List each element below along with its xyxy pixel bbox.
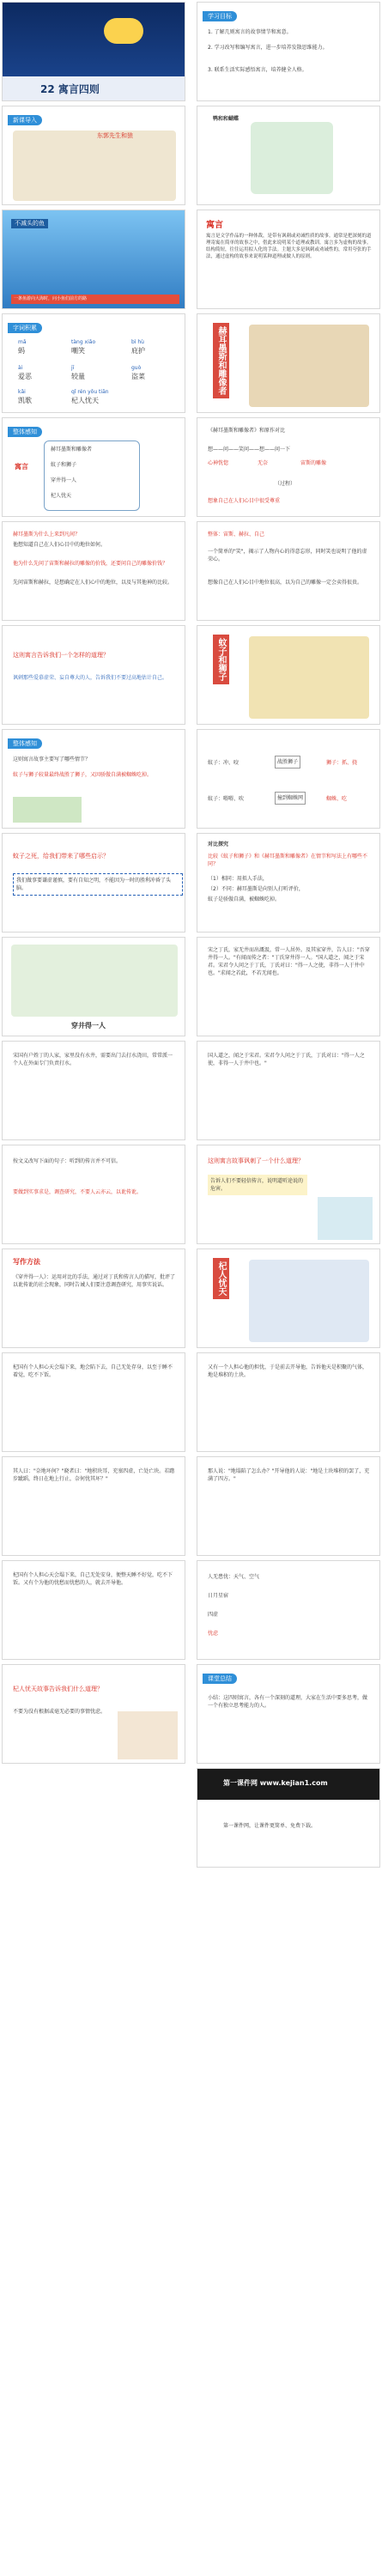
slide-32-diagram[interactable] bbox=[197, 1560, 380, 1660]
overview-item-1: 赫耳墨斯和雕像者 bbox=[51, 447, 93, 453]
diagram-line-2: 日月星宿 bbox=[208, 1593, 229, 1599]
definition-title: 寓言 bbox=[206, 221, 223, 230]
slide-8-section-title[interactable] bbox=[197, 313, 380, 413]
slide-25-writing[interactable] bbox=[2, 1249, 185, 1348]
exercise-answer: 要做到实事求是，调查研究，不要人云亦云，以讹传讹。 bbox=[13, 1189, 142, 1195]
comparison-line-5: （过程） bbox=[275, 481, 296, 487]
pinyin-7: kǎi bbox=[18, 389, 26, 395]
diagram-line-1: 人无患忧：天气、空气 bbox=[208, 1574, 260, 1580]
moral-question: 这则寓言故事讽刺了一个什么道理？ bbox=[208, 1157, 304, 1164]
plot-line-6: 蜘蛛、吃 bbox=[326, 796, 348, 802]
comparison-title: 《赫耳墨斯和雕像者》和原作对比 bbox=[208, 428, 286, 434]
goal-1: 1. 了解几则寓言的故事情节和寓意。 bbox=[208, 29, 292, 35]
slide-28-text[interactable] bbox=[197, 1352, 380, 1452]
slide-1-title[interactable] bbox=[2, 2, 185, 101]
pinyin-4: ài bbox=[18, 365, 23, 371]
ant-illustration bbox=[251, 122, 333, 194]
plot-line-4: 蚊子：嘚嘚、吹 bbox=[208, 796, 245, 802]
overview-item-4: 杞人忧天 bbox=[51, 493, 72, 499]
section-title-vertical: 杞人忧天 bbox=[213, 1258, 229, 1299]
lion-illustration bbox=[249, 636, 369, 719]
lesson-title: 22 寓言四则 bbox=[40, 83, 100, 95]
analysis-title: 整体：宙斯、赫拉、自己 bbox=[208, 532, 265, 538]
word-8: 杞人忧天 bbox=[71, 397, 99, 404]
pinyin-3: bì hù bbox=[131, 339, 144, 345]
caption: 鸭和和蝴蝶 bbox=[213, 116, 240, 122]
summary-text: 小结：这四则寓言，各有一个深刻的道理，大家在生活中要多思考，做一个有独立思考能力的人。 bbox=[208, 1695, 368, 1709]
dongguo-wolf-illustration bbox=[13, 131, 176, 201]
scene-image bbox=[118, 1711, 178, 1759]
section-title-vertical: 蚊子和狮子 bbox=[213, 635, 229, 684]
word-7: 凯歌 bbox=[18, 397, 32, 404]
slide-26-section-title[interactable] bbox=[197, 1249, 380, 1348]
analysis-answer: 想像自己在人们心目中地位很高，以为自己的雕像一定会卖得很贵。 bbox=[208, 580, 363, 586]
hermes-illustration bbox=[249, 325, 369, 407]
slide-30-text[interactable] bbox=[197, 1456, 380, 1556]
question-2: 他为什么先问了宙斯和赫拉的雕像的价钱，还要问自己的雕像价钱？ bbox=[13, 561, 168, 567]
contrast-text: 比较《蚊子和狮子》和《赫耳墨斯和雕像者》在情节和写法上有哪些不同？ bbox=[208, 854, 368, 867]
scene-image bbox=[13, 797, 82, 823]
analysis-question: 一个简单的"笑"，揭示了人物内心的得意忘形，同时笑也说明了他的虚荣心。 bbox=[208, 549, 367, 562]
slide-15-plot[interactable] bbox=[2, 729, 185, 829]
slide-text: 杞国有个人担心天会塌下来，自己无处安身，便整天睡不好觉，吃不下饭。又有个为他的忧愁而忧愁的人，就去开导他。 bbox=[13, 1572, 173, 1586]
word-1: 蚂 bbox=[18, 347, 25, 355]
word-6: 盗菜 bbox=[131, 373, 145, 380]
footer-slide[interactable] bbox=[197, 1768, 380, 1868]
slide-text: 又有一个人担心他的担忧，于是前去开导他，告诉他天是积聚的气体，地是堆积的土块。 bbox=[208, 1364, 368, 1378]
site-name[interactable]: 第一课件网 www.kejian1.com bbox=[223, 1779, 328, 1787]
caption: 东郭先生和狼 bbox=[97, 132, 133, 139]
lesson-question: 蚊子之死，给我们带来了哪些启示？ bbox=[13, 853, 109, 860]
translation-text: 宋国有户姓丁的人家，家里没有水井，需要出门去打水浇田，常常派一个人在外面专门负责打水。 bbox=[13, 1053, 173, 1066]
lesson-answer: 我们做事要谦虚谨慎，要有自知之明，不能因为一时的胜利冲昏了头脑。 bbox=[13, 873, 183, 896]
slide-2-goals[interactable] bbox=[197, 2, 380, 101]
contrast-point-1: （1）相同：用拟人手法， bbox=[208, 876, 268, 882]
overview-item-2: 蚊子和狮子 bbox=[51, 462, 77, 468]
pinyin-6: guò bbox=[131, 365, 142, 371]
slide-7-vocabulary[interactable] bbox=[2, 313, 185, 413]
slide-6-fable-definition[interactable] bbox=[197, 210, 380, 309]
section-tag: 字词积累 bbox=[8, 323, 42, 333]
slide-19-story-image[interactable] bbox=[2, 937, 185, 1036]
plot-answer: 蚊子与狮子较量最终战胜了狮子，又因骄傲自满被蜘蛛吃掉。 bbox=[13, 772, 153, 778]
moral-answer: 讽刺那些爱慕虚荣、妄自尊大的人，告诉我们不要过高地估计自己。 bbox=[13, 675, 168, 681]
slide-5-fish[interactable] bbox=[2, 210, 185, 309]
slide-3-intro[interactable] bbox=[2, 106, 185, 205]
qi-man-illustration bbox=[249, 1260, 369, 1342]
story-text: 国人道之，闻之于宋君。宋君令人问之于丁氏，丁氏对曰："得一人之使，非得一人于井中也。" bbox=[208, 1053, 365, 1066]
contrast-point-3: 蚊子是骄傲自满，被蜘蛛吃掉。 bbox=[208, 896, 281, 902]
slide-20-story-text[interactable] bbox=[197, 937, 380, 1036]
slide-27-text[interactable] bbox=[2, 1352, 185, 1452]
slide-11-questions[interactable] bbox=[2, 521, 185, 621]
slide-21-translation[interactable] bbox=[2, 1041, 185, 1140]
conclusion-question: 杞人忧天故事告诉我们什么道理？ bbox=[13, 1686, 103, 1692]
answer-1: 他想知道自己在人们心目中的地位如何。 bbox=[13, 542, 106, 548]
word-5: 较量 bbox=[71, 373, 85, 380]
word-2: 嘲笑 bbox=[71, 347, 85, 355]
slide-17-lesson[interactable] bbox=[2, 833, 185, 933]
definition-text: 寓言是文学作品的一种体裁，是带有讽刺或劝诫性质的故事。通常是把深刻的道理寄寓在简单的故事之中，借此来说明某个道理或教训。寓言多为虚构的故事。结构简短，往往运用拟人化的手法。主题大多是讽刺或劝诫性的，常用夸张的手法，通过虚构的故事来说明某种道理或做人的原则。 bbox=[206, 234, 372, 259]
plot-line-5: 撞到蜘蛛网 bbox=[275, 792, 306, 805]
footer-note: 第一课件网，让课件更简单、免费下载。 bbox=[223, 1823, 317, 1829]
slide-text: 那人说："地塌陷了怎么办？"开导他的人说："地是土块堆积的罢了，充满了四方。" bbox=[208, 1468, 370, 1482]
slide-16-plot-diagram[interactable] bbox=[197, 729, 380, 829]
plot-line-2: 战胜狮子 bbox=[275, 756, 300, 769]
slide-14-section-title[interactable] bbox=[197, 625, 380, 725]
comparison-line-4: 宙斯的雕像 bbox=[300, 460, 327, 466]
plot-question: 这则寓言故事主要写了哪些情节？ bbox=[13, 756, 91, 762]
fish-subcaption: 一条鱼游向大海时，问小鱼们前方的路 bbox=[11, 295, 179, 304]
section-title-vertical: 赫耳墨斯和雕像者 bbox=[213, 323, 229, 398]
slide-24-moral[interactable] bbox=[197, 1145, 380, 1244]
story-text: 宋之丁氏，家无井而出溉汲，常一人居外。及其家穿井，告人曰："吾穿井得一人。"有闻而传之者："丁氏穿井得一人。"国人道之，闻之于宋君。宋君令人问之于丁氏，丁氏对曰："得一人之使，非得一人于井中也。"求闻之若此，不若无闻也。 bbox=[208, 947, 370, 976]
fish-caption: 不减头的鱼 bbox=[11, 219, 48, 228]
slide-text: 其人曰："奈地坏何？"晓者曰："地积块耳，充塞四虚，亡处亡块。若躇步跐蹈，终日在地上行止，奈何忧其坏？" bbox=[13, 1468, 175, 1482]
slide-13-moral[interactable] bbox=[2, 625, 185, 725]
moral-answer: 告诉人们不要轻信传言，说明道听途说的危害。 bbox=[208, 1175, 307, 1195]
pinyin-1: mǎ bbox=[18, 339, 27, 345]
slide-9-overview[interactable] bbox=[2, 417, 185, 517]
overview-item-3: 穿井得一人 bbox=[51, 477, 77, 483]
comparison-line-1: 想——问——笑问——想——问一下 bbox=[208, 447, 291, 453]
section-tag: 新课导入 bbox=[8, 115, 42, 125]
contrast-title: 对比探究 bbox=[208, 841, 229, 848]
goal-3: 3. 联系生活实际感悟寓言，培养健全人格。 bbox=[208, 67, 307, 73]
slide-4-fable-image[interactable] bbox=[197, 106, 380, 205]
pinyin-8: qǐ rén yōu tiān bbox=[71, 389, 109, 395]
caption: 穿井得一人 bbox=[71, 1022, 106, 1030]
comparison-line-3: 无奈 bbox=[258, 460, 269, 466]
diagram-line-4: 忧虑 bbox=[208, 1631, 219, 1637]
plot-line-1: 蚊子：冲、咬 bbox=[208, 760, 240, 766]
word-4: 爱恶 bbox=[18, 373, 32, 380]
pinyin-2: tàng xiǎo bbox=[71, 339, 96, 345]
moral-question: 这则寓言告诉我们一个怎样的道理？ bbox=[13, 652, 109, 659]
slide-12-analysis[interactable] bbox=[197, 521, 380, 621]
conclusion-answer: 不要为没有根据或毫无必要的事情忧虑。 bbox=[13, 1709, 106, 1715]
answer-2: 先问宙斯和赫拉，是想确定在人们心中的地位，以及与其他神的比较。 bbox=[13, 580, 173, 586]
well-illustration bbox=[11, 945, 178, 1017]
plot-line-3: 狮子：抓、挠 bbox=[326, 760, 358, 766]
slide-33-conclusion[interactable] bbox=[2, 1664, 185, 1764]
overview-label: 寓言 bbox=[15, 463, 28, 471]
section-tag: 整体感知 bbox=[8, 427, 42, 437]
pinyin-5: jī bbox=[71, 365, 75, 371]
slide-23-exercise[interactable] bbox=[2, 1145, 185, 1244]
slide-22-story-text[interactable] bbox=[197, 1041, 380, 1140]
section-tag: 课堂总结 bbox=[203, 1674, 237, 1684]
writing-title: 写作方法 bbox=[13, 1258, 40, 1266]
slide-10-comparison[interactable] bbox=[197, 417, 380, 517]
slide-18-contrast[interactable] bbox=[197, 833, 380, 933]
section-tag: 学习目标 bbox=[203, 11, 237, 21]
word-3: 庇护 bbox=[131, 347, 145, 355]
exercise-question: 按文义改写下面的句子：听到的传言并不可信。 bbox=[13, 1158, 122, 1164]
slide-31-text[interactable] bbox=[2, 1560, 185, 1660]
goal-2: 2. 学习改写和编写寓言，进一步培养发散思维能力。 bbox=[208, 45, 328, 51]
slide-34-summary[interactable] bbox=[197, 1664, 380, 1764]
question-1: 赫耳墨斯为什么上来到凡间？ bbox=[13, 532, 81, 538]
diagram-line-3: 四虚 bbox=[208, 1612, 219, 1618]
comparison-line-6: 想象自己在人们心目中很受尊重 bbox=[208, 498, 281, 504]
writing-text: 《穿井得一人》：运用对比的手法，通过对丁氏和传言人的描写，批评了以讹传讹的社会现象，同时告诫人们要注意调查研究，用事实说话。 bbox=[13, 1274, 176, 1288]
comparison-line-2: 心神恍惚 bbox=[208, 460, 229, 466]
moon-shape bbox=[104, 18, 143, 44]
slide-29-text[interactable] bbox=[2, 1456, 185, 1556]
slide-text: 杞国有个人担心天会塌下来，地会陷下去，自己无处存身，以至于睡不着觉，吃不下饭。 bbox=[13, 1364, 173, 1378]
contrast-point-2: （2）不同：赫耳墨斯是向别人打听评价， bbox=[208, 886, 304, 892]
scene-image bbox=[318, 1197, 373, 1240]
section-tag: 整体感知 bbox=[8, 738, 42, 749]
